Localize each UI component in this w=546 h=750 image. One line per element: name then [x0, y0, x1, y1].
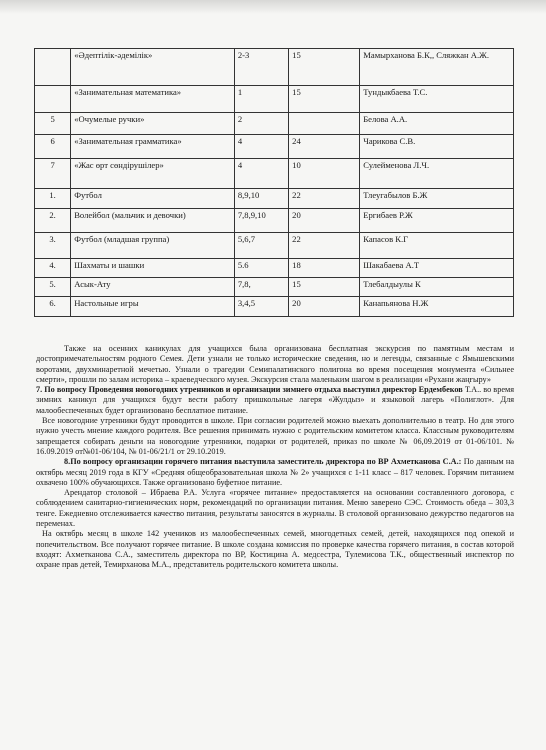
heading-item-8: 8.По вопросу организации горячего питания выступила заместитель директора по ВР Ахметканова С.А.: — [64, 457, 462, 467]
table-row — [35, 113, 514, 135]
leader-name: Чарикова С.В. — [360, 135, 514, 159]
grade-cell: 7,8,9,10 — [234, 209, 288, 233]
grade-cell: 2-3 — [234, 49, 288, 86]
students-count: 22 — [289, 233, 360, 259]
table-row — [35, 209, 514, 233]
students-count: 15 — [289, 49, 360, 86]
table-row — [35, 159, 514, 189]
leader-name: Канапьянова Н.Ж — [360, 297, 514, 317]
row-number: 1. — [35, 189, 71, 209]
students-count: 10 — [289, 159, 360, 189]
club-name: Настольные игры — [71, 297, 235, 317]
club-name: Волейбол (мальчик и девочки) — [71, 209, 235, 233]
club-name: «Занимательная грамматика» — [71, 135, 235, 159]
leader-name: Капасов К.Г — [360, 233, 514, 259]
row-number: 3. — [35, 233, 71, 259]
students-count: 15 — [289, 278, 360, 297]
students-count — [289, 113, 360, 135]
row-number: 7 — [35, 159, 71, 189]
paragraph-canteen: Арендатор столовой – Ибраева Р.А. Услуга «горячее питание» предоставляется на основании составленного договора, с соблюдением санитарно-гигиенических норм, рекомендаций по организации питания. Меню заверено СЭС. Стоимость обеда – 303,3 тенге. Ежедневно отслеживается качество питания, результаты заносятся в журналы. В столовой организовано дежурство педагогов на переменах. — [36, 488, 514, 529]
grade-cell: 8,9,10 — [234, 189, 288, 209]
students-count: 20 — [289, 297, 360, 317]
club-name: «Әдептілік-әдемілік» — [71, 49, 235, 86]
row-number: 6. — [35, 297, 71, 317]
grade-cell: 1 — [234, 86, 288, 113]
grade-cell: 2 — [234, 113, 288, 135]
club-name: «Жас өрт сөндірушілер» — [71, 159, 235, 189]
row-number: 6 — [35, 135, 71, 159]
table-row — [35, 233, 514, 259]
club-name: «Очумелые ручки» — [71, 113, 235, 135]
paragraph-new-year-rules: Все новогодние утренники будут проводится в школе. При согласии родителей можно выехать дополнительно в театр. Но для этого нужно учесть мнение каждого родителя. Все решения принимать нужно с родительским комитетом класса. Классным руководителям запрещается собирать деньги на новогодние утренники, подарки от родителей, приказ по школе № 06,09.2019 от 01-06/101. № 16.09.2019 от№01-06/104, № 01-06/21/1 от 29.10.2019. — [36, 416, 514, 456]
leader-name: Сулейменова Л.Ч. — [360, 159, 514, 189]
row-number: 5 — [35, 113, 71, 135]
leader-name: Тлебалдыулы К — [360, 278, 514, 297]
students-count: 24 — [289, 135, 360, 159]
club-name: Асык-Ату — [71, 278, 235, 297]
scan-edge — [0, 0, 546, 14]
row-number — [35, 49, 71, 86]
students-count: 22 — [289, 189, 360, 209]
leader-name: Тундыкбаева Т.С. — [360, 86, 514, 113]
table-row — [35, 189, 514, 209]
club-name: Футбол (младшая группа) — [71, 233, 235, 259]
club-name: Шахматы и шашки — [71, 259, 235, 278]
paragraph-hot-meals: 8.По вопросу организации горячего питания выступила заместитель директора по ВР Ахметканова С.А.: По данным на октябрь месяц 2019 года в КГУ «Средняя общеобразовательная школа № 2» учащихся с 1-11 класс – 817 человек. Горячим питанием охвачено 100% обучающихся. Также организовано буфетное питание. — [36, 457, 514, 487]
students-count: 18 — [289, 259, 360, 278]
club-name: «Занимательная математика» — [71, 86, 235, 113]
grade-cell: 3,4,5 — [234, 297, 288, 317]
table-row — [35, 135, 514, 159]
row-number: 4. — [35, 259, 71, 278]
table-row — [35, 259, 514, 278]
grade-cell: 4 — [234, 159, 288, 189]
leader-name: Шакабаева А.Т — [360, 259, 514, 278]
row-number: 2. — [35, 209, 71, 233]
table-row — [35, 278, 514, 297]
paragraph-commission: На октябрь месяц в школе 142 учеников из малообеспеченных семей, многодетных семей, детей, находящихся под опекой и попечительством. Все получают горячее питание. В школе создана комиссия по проверке качества горячего питания, в состав которой входят: Ахметканова С.А., заместитель директора по ВР, Костицина А. медсестра, Тулемисова Т.К., общественный инспектор по охране прав детей, Темирханова М.А., представитель родительского комитета школы. — [36, 529, 514, 570]
row-number — [35, 86, 71, 113]
leader-name: Мамырханова Б.К,, Сляжкан А.Ж. — [360, 49, 514, 86]
heading-item-7: 7. По вопросу Проведения новогодних утренников и организации зимнего отдыха выступил директор Ердембеков — [36, 385, 463, 395]
students-count: 20 — [289, 209, 360, 233]
table-row — [35, 86, 514, 113]
grade-cell: 7,8, — [234, 278, 288, 297]
row-number: 5. — [35, 278, 71, 297]
leader-name: Белова А.А. — [360, 113, 514, 135]
paragraph-excursion: Также на осенних каникулах для учащихся была организована бесплатная экскурсия по памятным местам и достопримечательностям родного Семея. Дети узнали не только исторические сведения, но и легенды, связанные с Ямышевскими воротами, двухминаретной мечетью. Узнали о трагедии Семипалатинского полигона во время посещения монумента «Сильнее смерти», прошли по залам историка – краеведческого музея. Экскурсия стала маленьким шагом в реализации «Рухани жаңғыру» — [36, 344, 514, 384]
paragraph-new-year: 7. По вопросу Проведения новогодних утренников и организации зимнего отдыха выступил директор Ердембеков Т.А.. во время зимних каникул для учащихся будут вести работу пришкольные лагеря «Жулдыз» и языковой лагерь «Полиглот». Для малообеспеченных будет организовано бесплатное питание. — [36, 385, 515, 415]
leader-name: Ергибаев Р.Ж — [360, 209, 514, 233]
table-row — [35, 49, 514, 86]
grade-cell: 4 — [234, 135, 288, 159]
grade-cell: 5,6,7 — [234, 233, 288, 259]
students-count: 15 — [289, 86, 360, 113]
grade-cell: 5.6 — [234, 259, 288, 278]
body-text — [36, 344, 514, 571]
club-name: Футбол — [71, 189, 235, 209]
clubs-table — [34, 48, 514, 317]
leader-name: Тлеугабылов Б.Ж — [360, 189, 514, 209]
table-row — [35, 297, 514, 317]
